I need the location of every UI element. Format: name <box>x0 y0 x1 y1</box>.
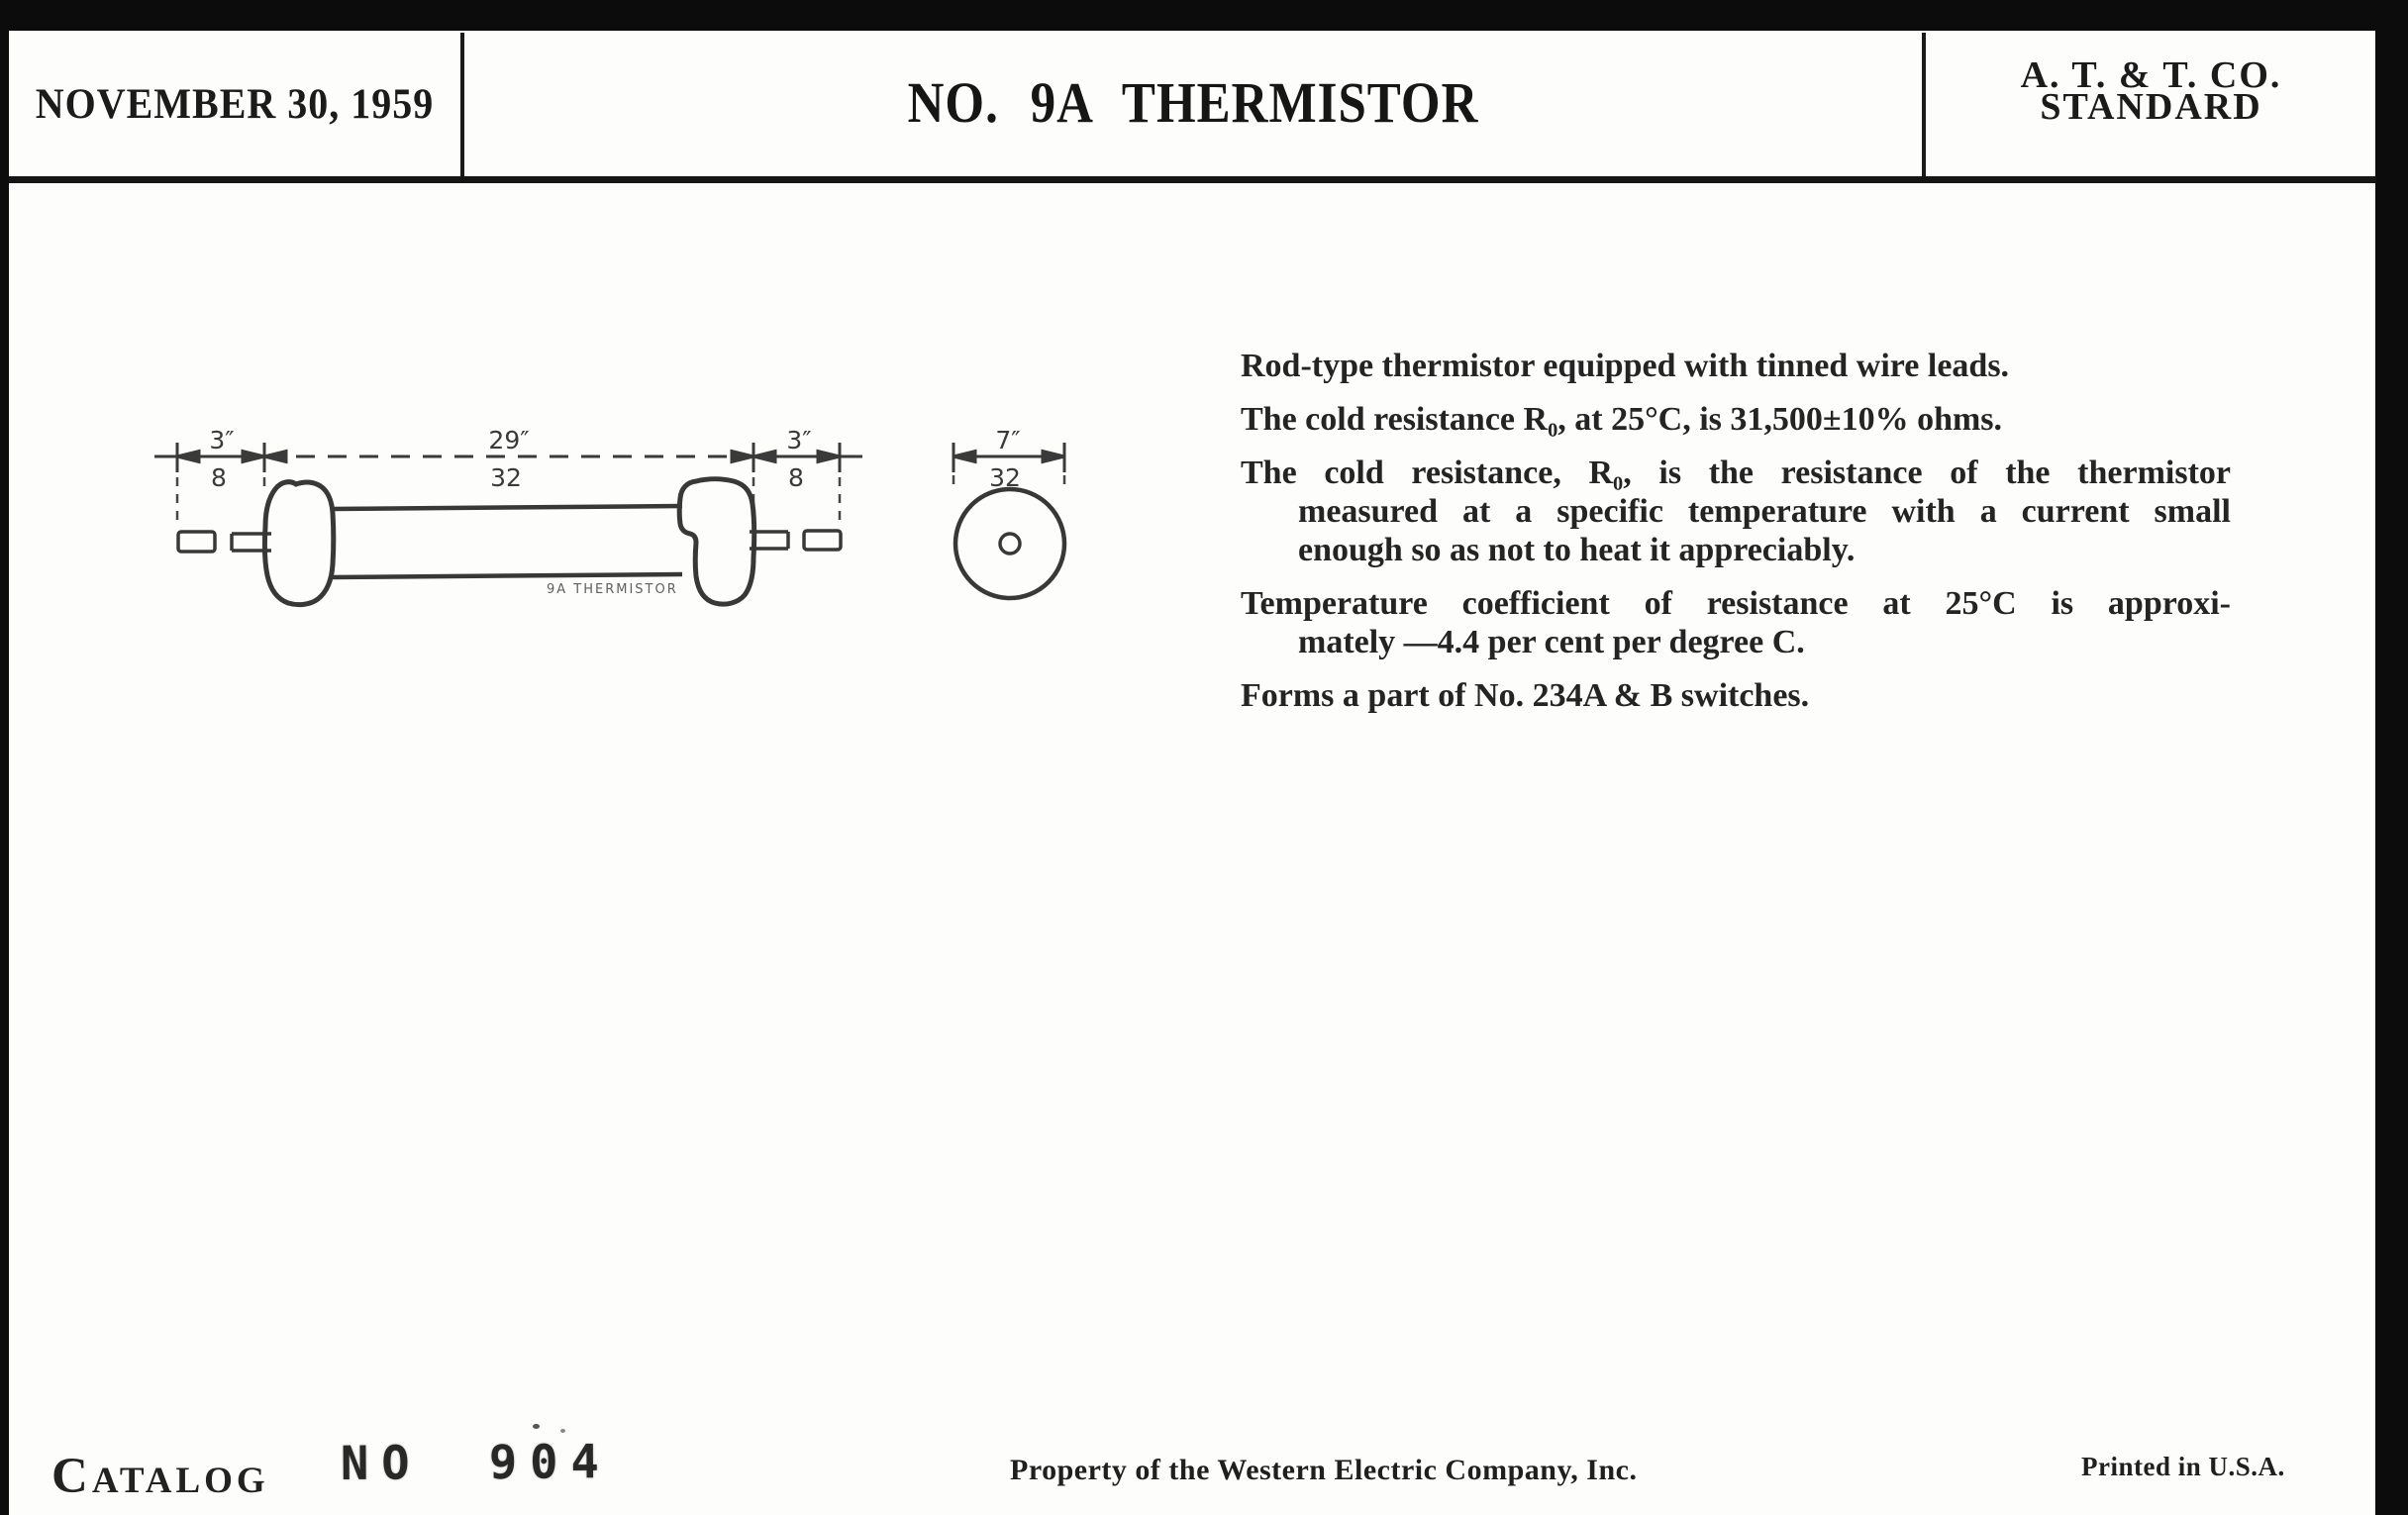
dimension-lines <box>154 443 1064 472</box>
org-name: A. T. & T. CO. <box>2020 53 2282 96</box>
header-date-cell <box>9 31 460 176</box>
coated-end-right <box>679 479 753 604</box>
org-standard-label: STANDARD <box>2040 85 2262 128</box>
catalog-label: CATALOG <box>51 1449 269 1504</box>
header-org-cell <box>1926 31 2376 176</box>
paragraph-line: enough so as not to heat it appreciably. <box>1298 532 1856 568</box>
issue-date: NOVEMBER 30, 1959 <box>35 79 435 128</box>
dim-lead-right-denominator: 8 <box>788 463 804 492</box>
description-column <box>1241 347 2231 730</box>
org-standard-block <box>2020 53 2282 149</box>
coated-end-left <box>264 482 333 605</box>
page-title: NO. 9A THERMISTOR <box>907 71 1479 136</box>
scan-speck <box>533 1424 540 1429</box>
paragraph-line: Temperature coefficient of resistance at 25°C is approxi- <box>1241 585 2231 622</box>
dim-diameter-denominator: 32 <box>989 463 1021 492</box>
dim-lead-left-denominator: 8 <box>211 463 227 492</box>
thermistor-side-view <box>178 479 841 605</box>
dim-lead-right-numerator: 3″ <box>786 426 812 454</box>
header <box>9 31 2375 179</box>
thermistor-end-view <box>955 489 1064 598</box>
paragraph-line: The cold resistance, R₀, is the resistance of the thermistor <box>1241 454 2231 491</box>
scan-edge-left <box>0 0 9 1515</box>
thermistor-drawing <box>139 421 1109 668</box>
scan-speck <box>560 1429 565 1433</box>
header-rule <box>9 176 2376 183</box>
scan-edge-right <box>2375 0 2408 1515</box>
wire-lead-left <box>178 532 271 552</box>
paragraph-switch-usage: Forms a part of No. 234A & B switches. <box>1241 677 1810 714</box>
dim-diameter-numerator: 7″ <box>995 426 1021 454</box>
dim-body-numerator: 29″ <box>488 426 530 454</box>
scan-edge-top <box>0 0 2408 31</box>
paragraph-leads: Rod-type thermistor equipped with tinned wire leads. <box>1241 348 2010 384</box>
wire-lead-right <box>750 531 841 550</box>
dim-body-denominator: 32 <box>490 463 522 492</box>
paragraph-temperature-coefficient <box>1241 584 2231 661</box>
property-notice: Property of the Western Electric Company, Inc. <box>1010 1454 1638 1486</box>
header-title-cell <box>464 31 1922 176</box>
catalog-number-stamp: NO 904 <box>340 1435 612 1491</box>
paragraph-line: measured at a specific temperature with a current small <box>1298 493 2231 530</box>
paragraph-cold-resistance-value: The cold resistance R₀, at 25°C, is 31,500±10% ohms. <box>1241 401 2003 438</box>
printed-in-usa-notice: Printed in U.S.A. <box>2081 1452 2285 1481</box>
paragraph-line: mately —4.4 per cent per degree C. <box>1298 624 1805 660</box>
dim-lead-left-numerator: 3″ <box>209 426 235 454</box>
body-marking-text: 9A THERMISTOR <box>547 582 678 597</box>
paragraph-cold-resistance-definition <box>1241 454 2231 569</box>
